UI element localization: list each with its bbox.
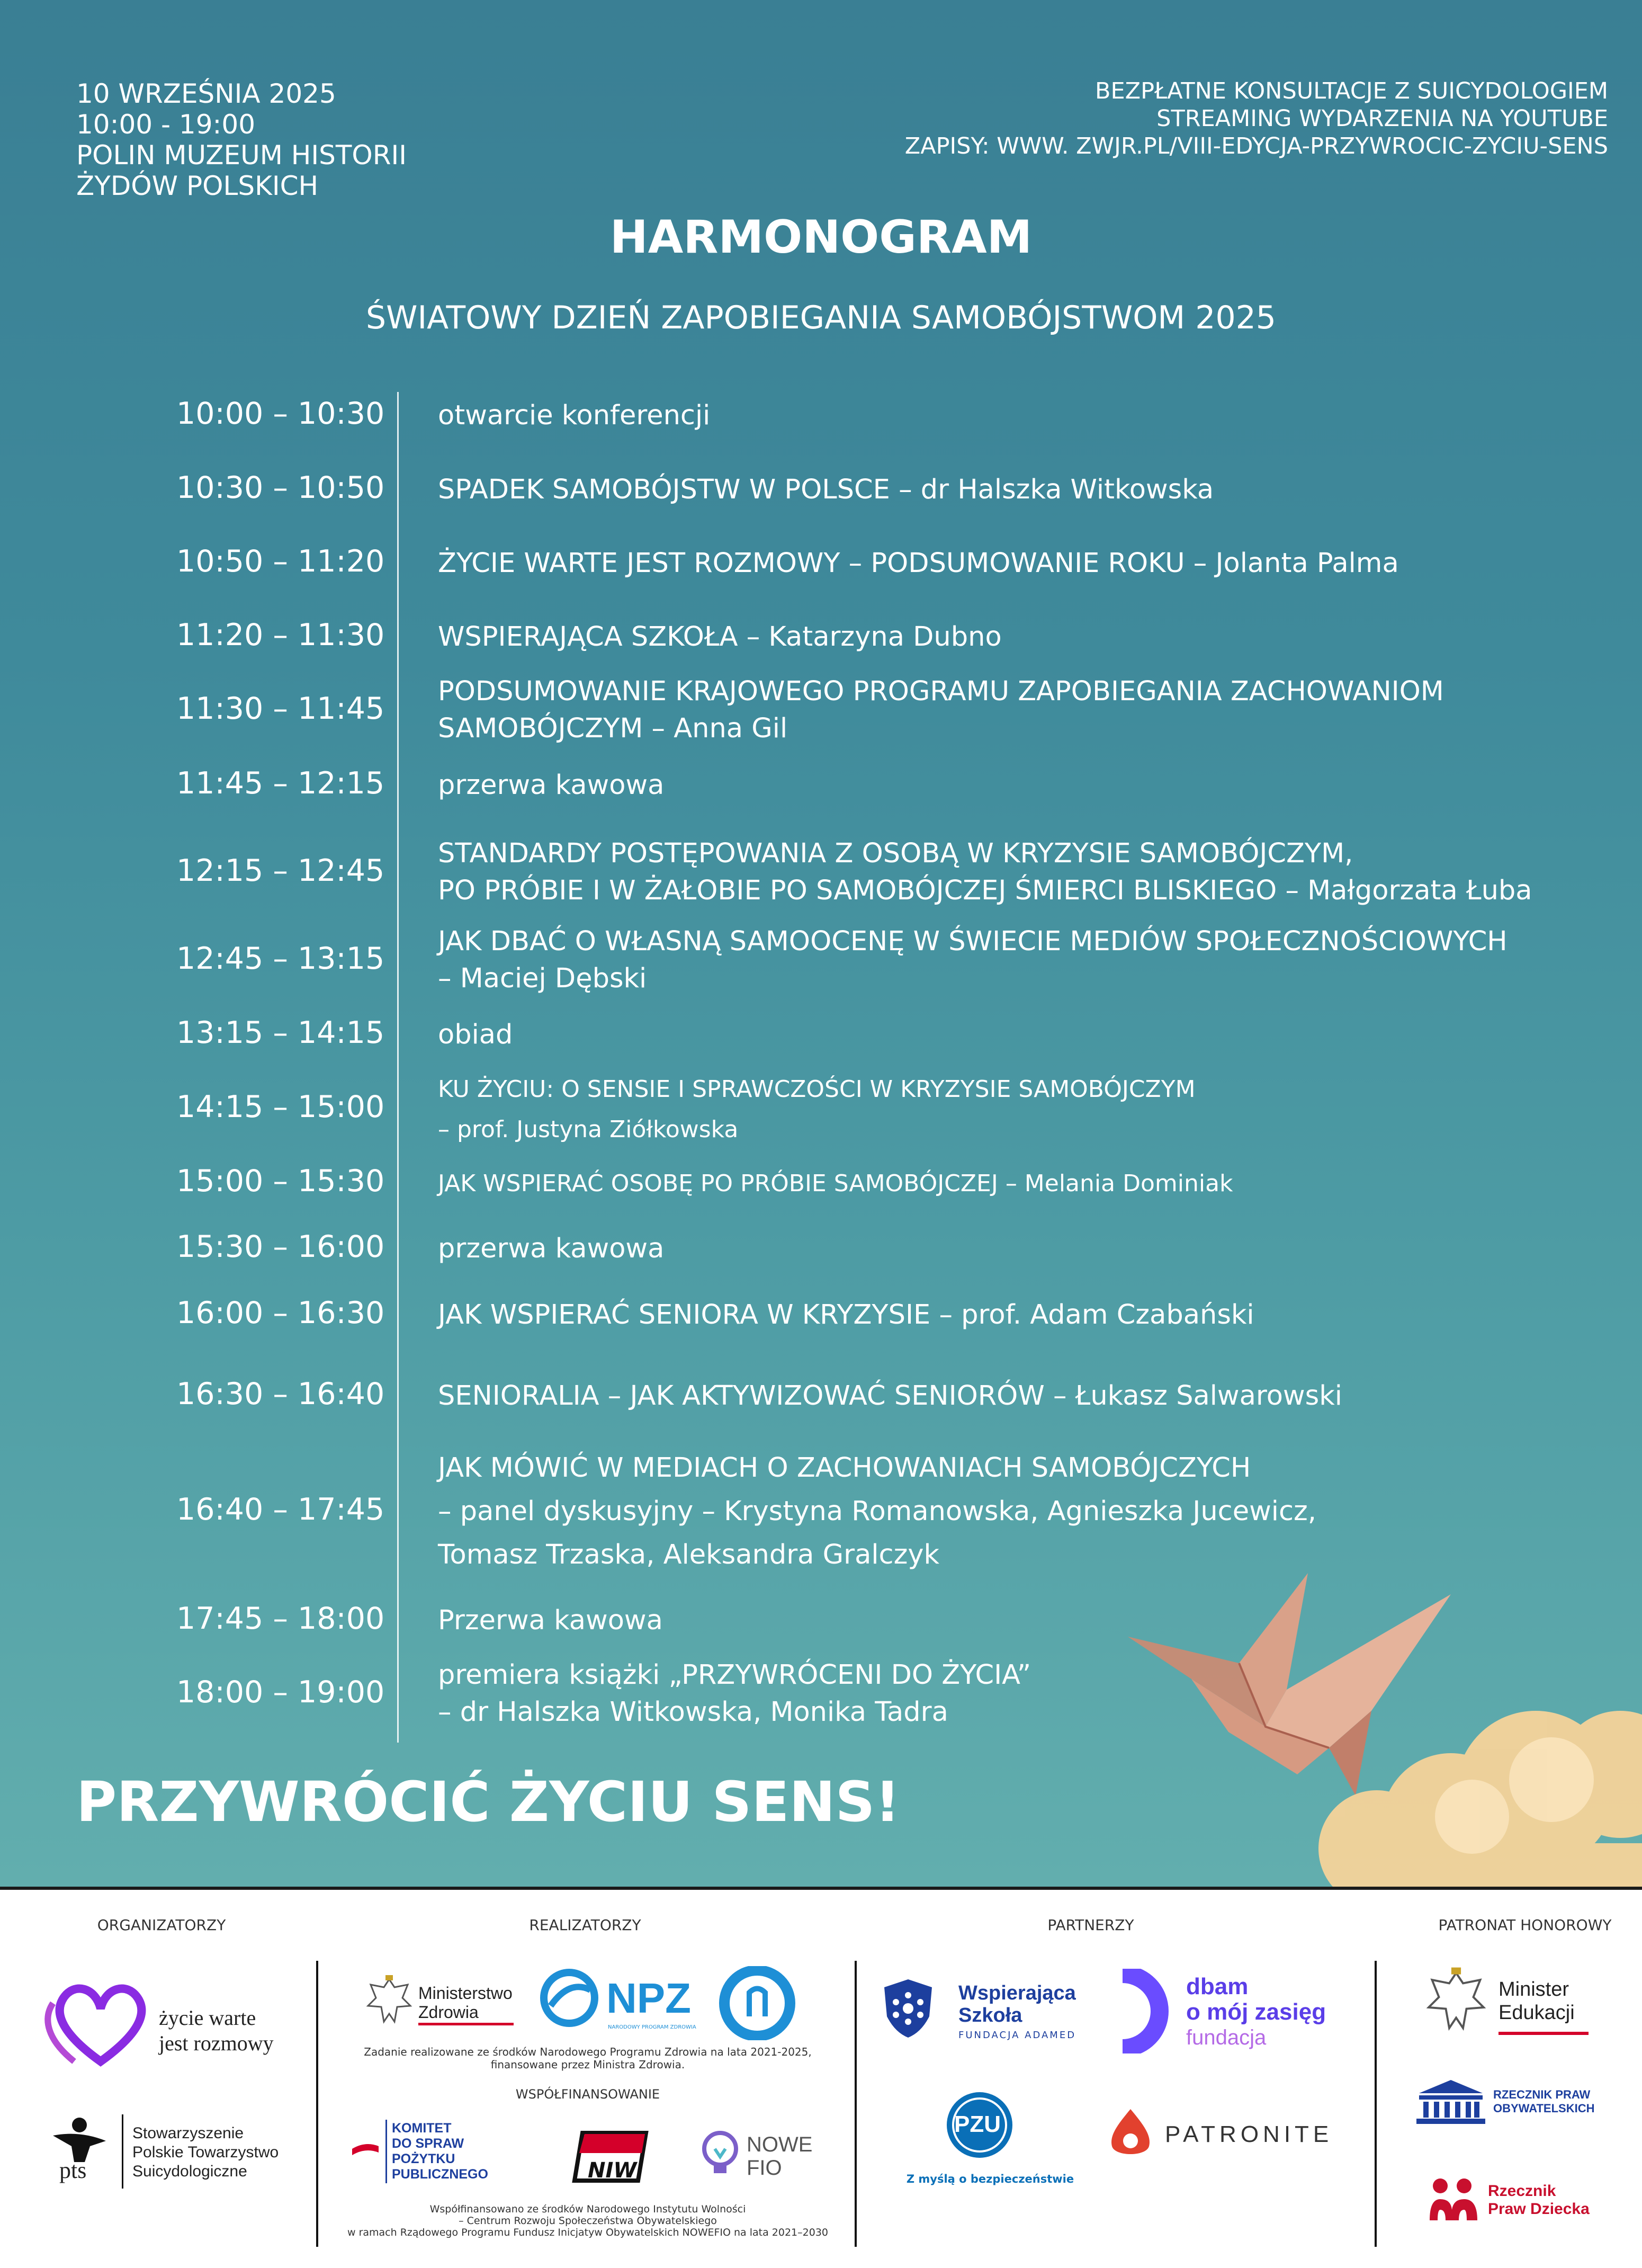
nowefio-funding-note — [328, 2203, 847, 2238]
lightbulb-icon — [699, 2128, 741, 2181]
schedule-desc — [438, 673, 1444, 747]
eagle-emblem-icon — [1424, 1966, 1488, 2035]
desc-line: przerwa kawowa — [438, 1233, 665, 1264]
niw-logo — [572, 2128, 657, 2186]
event-hours: 10:00 - 19:00 — [76, 109, 256, 140]
schedule-time: 17:45 – 18:00 — [176, 1601, 385, 1636]
event-date: 10 WRZEŚNIA 2025 — [76, 78, 336, 109]
zwjr-heart-icon — [42, 1977, 159, 2072]
partners-footer — [0, 1887, 1642, 2268]
fio-line1: NOWE — [747, 2133, 813, 2156]
rpd-figures-icon — [1424, 2173, 1483, 2226]
desc-line: SPADEK SAMOBÓJSTW W POLSCE – dr Halszka Witkowska — [438, 474, 1214, 505]
patronite-logo — [1107, 2106, 1361, 2165]
slogan: PRZYWRÓCIĆ ŻYCIU SENS! — [76, 1770, 900, 1834]
schedule-desc — [438, 1016, 513, 1053]
note-line: w ramach Rządowego Programu Fundusz Inicjatyw Obywatelskich NOWEFIO na lata 2021–2030 — [347, 2227, 828, 2238]
schedule-desc — [438, 1446, 1316, 1577]
schedule-desc — [438, 1164, 1233, 1204]
pts-line1: Stowarzyszenie — [132, 2124, 244, 2142]
kpp-divider — [385, 2120, 387, 2183]
schedule-time: 11:20 – 11:30 — [176, 618, 385, 653]
desc-line: – dr Halszka Witkowska, Monika Tadra — [438, 1696, 948, 1728]
rpd-logo — [1424, 2173, 1615, 2231]
rpd-line1: Rzecznik — [1488, 2182, 1556, 2200]
ws-subtitle: FUNDACJA ADAMED — [958, 2030, 1076, 2041]
schedule-time: 11:45 – 12:15 — [176, 766, 385, 801]
desc-line: JAK MÓWIĆ W MEDIACH O ZACHOWANIACH SAMOBÓJCZYCH — [438, 1452, 1251, 1484]
npz-subtitle: NARODOWY PROGRAM ZDROWIA — [608, 2024, 696, 2030]
npz-wordmark: NPZ — [606, 1975, 691, 2022]
desc-line: przerwa kawowa — [438, 770, 665, 801]
men-line2: Edukacji — [1499, 2002, 1575, 2024]
eagle-emblem-icon — [365, 1974, 413, 2027]
schedule-time: 12:15 – 12:45 — [176, 853, 385, 888]
npz-funding-note — [339, 2046, 837, 2071]
heading-patrons: PATRONAT HONOROWY — [1438, 1916, 1612, 1934]
cofinancing-heading: WSPÓŁFINANSOWANIE — [515, 2087, 660, 2102]
heading-partners: PARTNERZY — [1047, 1916, 1134, 1934]
rpo-line: RZECZNIK PRAW — [1493, 2088, 1591, 2101]
building-icon — [1414, 2077, 1488, 2125]
desc-line: – panel dyskusyjny – Krystyna Romanowska, Agnieszka Jucewicz, — [438, 1496, 1316, 1527]
desc-line: WSPIERAJĄCA SZKOŁA – Katarzyna Dubno — [438, 621, 1002, 653]
flag-stripe — [1499, 2032, 1589, 2035]
desc-line: SENIORALIA – JAK AKTYWIZOWAĆ SENIORÓW – Łukasz Salwarowski — [438, 1380, 1342, 1412]
desc-line: Przerwa kawowa — [438, 1605, 663, 1636]
schedule-desc — [438, 397, 710, 434]
footer-divider — [1375, 1961, 1377, 2247]
ws-line2: Szkoła — [958, 2004, 1022, 2026]
desc-line: Tomasz Trzaska, Aleksandra Gralczyk — [438, 1539, 940, 1570]
schedule-time: 16:30 – 16:40 — [176, 1377, 385, 1412]
schedule-desc — [438, 767, 664, 804]
nowefio-logo — [699, 2128, 826, 2186]
note-line: Współfinansowano ze środków Narodowego Instytutu Wolności — [429, 2203, 746, 2215]
schedule-time: 15:30 – 16:00 — [176, 1229, 385, 1264]
page-title: HARMONOGRAM — [609, 211, 1033, 264]
pzu-mark: PZU — [954, 2111, 1001, 2137]
event-venue-line1: POLIN MUZEUM HISTORII — [76, 140, 407, 171]
schedule-desc — [438, 1230, 664, 1267]
schedule-time: 10:50 – 11:20 — [176, 544, 385, 579]
pts-line2: Polskie Towarzystwo — [132, 2144, 279, 2161]
footer-divider — [316, 1961, 318, 2247]
desc-line: ŻYCIE WARTE JEST ROZMOWY – PODSUMOWANIE ROKU – Jolanta Palma — [438, 548, 1399, 579]
note-line: Zadanie realizowane ze środków Narodowego Programu Zdrowia na lata 2021-2025, — [364, 2046, 812, 2058]
footer-divider — [855, 1961, 857, 2247]
desc-line: obiad — [438, 1019, 513, 1050]
page-subtitle: ŚWIATOWY DZIEŃ ZAPOBIEGANIA SAMOBÓJSTWOM 2025 — [366, 299, 1276, 336]
schedule-time: 15:00 – 15:30 — [176, 1164, 385, 1199]
men-line1: Minister — [1499, 1978, 1569, 2001]
heading-organizers: ORGANIZATORZY — [97, 1916, 226, 1934]
schedule-time: 16:40 – 17:45 — [176, 1492, 385, 1527]
desc-line: JAK WSPIERAĆ SENIORA W KRYZYSIE – prof. Adam Czabański — [438, 1299, 1254, 1331]
npz-circle-icon — [540, 1969, 598, 2027]
mz-line1: Ministerstwo — [418, 1984, 513, 2003]
fio-line2: FIO — [747, 2156, 782, 2180]
schedule-desc — [438, 1657, 1031, 1731]
consultation-note: BEZPŁATNE KONSULTACJE Z SUICYDOLOGIEM — [1095, 78, 1608, 104]
kpp-line: POŻYTKU — [392, 2151, 455, 2166]
desc-line: otwarcie konferencji — [438, 400, 711, 431]
kpp-line: DO SPRAW — [392, 2136, 464, 2151]
kpp-flag-icon — [349, 2136, 381, 2167]
minister-edukacji-logo — [1424, 1966, 1599, 2040]
mz-line2: Zdrowia — [418, 2003, 479, 2022]
pts-divider — [122, 2114, 123, 2189]
zwjr-line2: jest rozmowy — [159, 2031, 274, 2055]
shield-icon — [879, 1977, 937, 2040]
ministerstwo-zdrowia-logo — [365, 1974, 524, 2032]
pts-mark: pts — [59, 2157, 87, 2183]
npz-logo — [540, 1969, 699, 2038]
desc-line: – Maciej Dębski — [438, 963, 647, 994]
dbam-arc-icon — [1112, 1969, 1170, 2053]
desc-line: SAMOBÓJCZYM – Anna Gil — [438, 713, 788, 744]
schedule-desc — [438, 835, 1532, 909]
kpp-line: KOMITET — [392, 2121, 452, 2136]
desc-line: JAK WSPIERAĆ OSOBĘ PO PRÓBIE SAMOBÓJCZEJ – Melania Dominiak — [438, 1170, 1233, 1197]
schedule-desc — [438, 1378, 1342, 1415]
dbam-logo — [1112, 1969, 1366, 2059]
ipin-logo — [717, 1966, 813, 2040]
rpd-line2: Praw Dziecka — [1488, 2200, 1590, 2218]
streaming-note: STREAMING WYDARZENIA NA YOUTUBE — [1156, 105, 1608, 132]
footer-border — [0, 1887, 1642, 1890]
rpo-line: OBYWATELSKICH — [1493, 2102, 1595, 2115]
schedule-desc — [438, 923, 1508, 997]
desc-line: premiera książki „PRZYWRÓCENI DO ŻYCIA” — [438, 1659, 1031, 1691]
desc-line: PO PRÓBIE I W ŻAŁOBIE PO SAMOBÓJCZEJ ŚMIERCI BLISKIEGO – Małgorzata Łuba — [438, 875, 1532, 906]
schedule-desc — [438, 545, 1399, 582]
schedule-desc — [438, 1297, 1254, 1334]
pzu-tagline: Z myślą o bezpieczeństwie — [906, 2173, 1074, 2185]
note-line: finansowane przez Ministra Zdrowia. — [490, 2058, 685, 2071]
schedule-time: 14:15 – 15:00 — [176, 1090, 385, 1124]
schedule-time: 12:45 – 13:15 — [176, 941, 385, 976]
schedule-desc — [438, 1069, 1196, 1150]
schedule-time: 18:00 – 19:00 — [176, 1675, 385, 1710]
desc-line: STANDARDY POSTĘPOWANIA Z OSOBĄ W KRYZYSIE SAMOBÓJCZYM, — [438, 838, 1353, 869]
schedule-time: 11:30 – 11:45 — [176, 691, 385, 726]
patronite-wordmark: PATRONITE — [1165, 2121, 1333, 2147]
desc-line: PODSUMOWANIE KRAJOWEGO PROGRAMU ZAPOBIEGANIA ZACHOWANIOM — [438, 676, 1444, 707]
pts-line3: Suicydologiczne — [132, 2163, 247, 2180]
schedule-time: 10:30 – 10:50 — [176, 470, 385, 505]
ws-line1: Wspierająca — [958, 1982, 1076, 2004]
heading-realizers: REALIZATORZY — [529, 1916, 641, 1934]
cloud-illustration — [1313, 1711, 1642, 1887]
patronite-drop-icon — [1107, 2106, 1154, 2159]
desc-line: KU ŻYCIU: O SENSIE I SPRAWCZOŚCI W KRYZYSIE SAMOBÓJCZYM — [438, 1076, 1196, 1103]
dbam-line1: dbam — [1186, 1974, 1249, 1999]
schedule-desc — [438, 1602, 663, 1639]
wspierajaca-szkola-logo — [879, 1977, 1091, 2051]
schedule-time: 16:00 – 16:30 — [176, 1296, 385, 1331]
note-line: – Centrum Rozwoju Społeczeństwa Obywatelskiego — [459, 2215, 717, 2227]
desc-line: JAK DBAĆ O WŁASNĄ SAMOOCENĘ W ŚWIECIE MEDIÓW SPOŁECZNOŚCIOWYCH — [438, 926, 1508, 957]
rpo-logo — [1414, 2077, 1615, 2130]
schedule-time: 13:15 – 14:15 — [176, 1015, 385, 1050]
event-venue-line2: ŻYDÓW POLSKICH — [76, 171, 319, 201]
schedule-desc — [438, 471, 1214, 508]
ipin-seal-icon — [717, 1966, 797, 2040]
pts-logo — [48, 2114, 312, 2189]
schedule-desc — [438, 619, 1002, 656]
zwjr-logo — [42, 1977, 297, 2072]
flag-stripe — [418, 2023, 514, 2025]
schedule-time: 10:00 – 10:30 — [176, 396, 385, 431]
dbam-line2: o mój zasięg — [1186, 1999, 1326, 2025]
pzu-logo — [895, 2088, 1085, 2189]
kpp-logo — [349, 2120, 514, 2189]
zwjr-line1: życie warte — [159, 2006, 256, 2030]
dbam-line3: fundacja — [1186, 2026, 1267, 2049]
registration-link[interactable]: ZAPISY: WWW. ZWJR.PL/VIII-EDYCJA-PRZYWROCIC-ZYCIU-SENS — [904, 133, 1608, 159]
niw-wordmark: NIW — [588, 2158, 637, 2183]
kpp-line: PUBLICZNEGO — [392, 2167, 488, 2182]
desc-line: – prof. Justyna Ziółkowska — [438, 1116, 739, 1143]
